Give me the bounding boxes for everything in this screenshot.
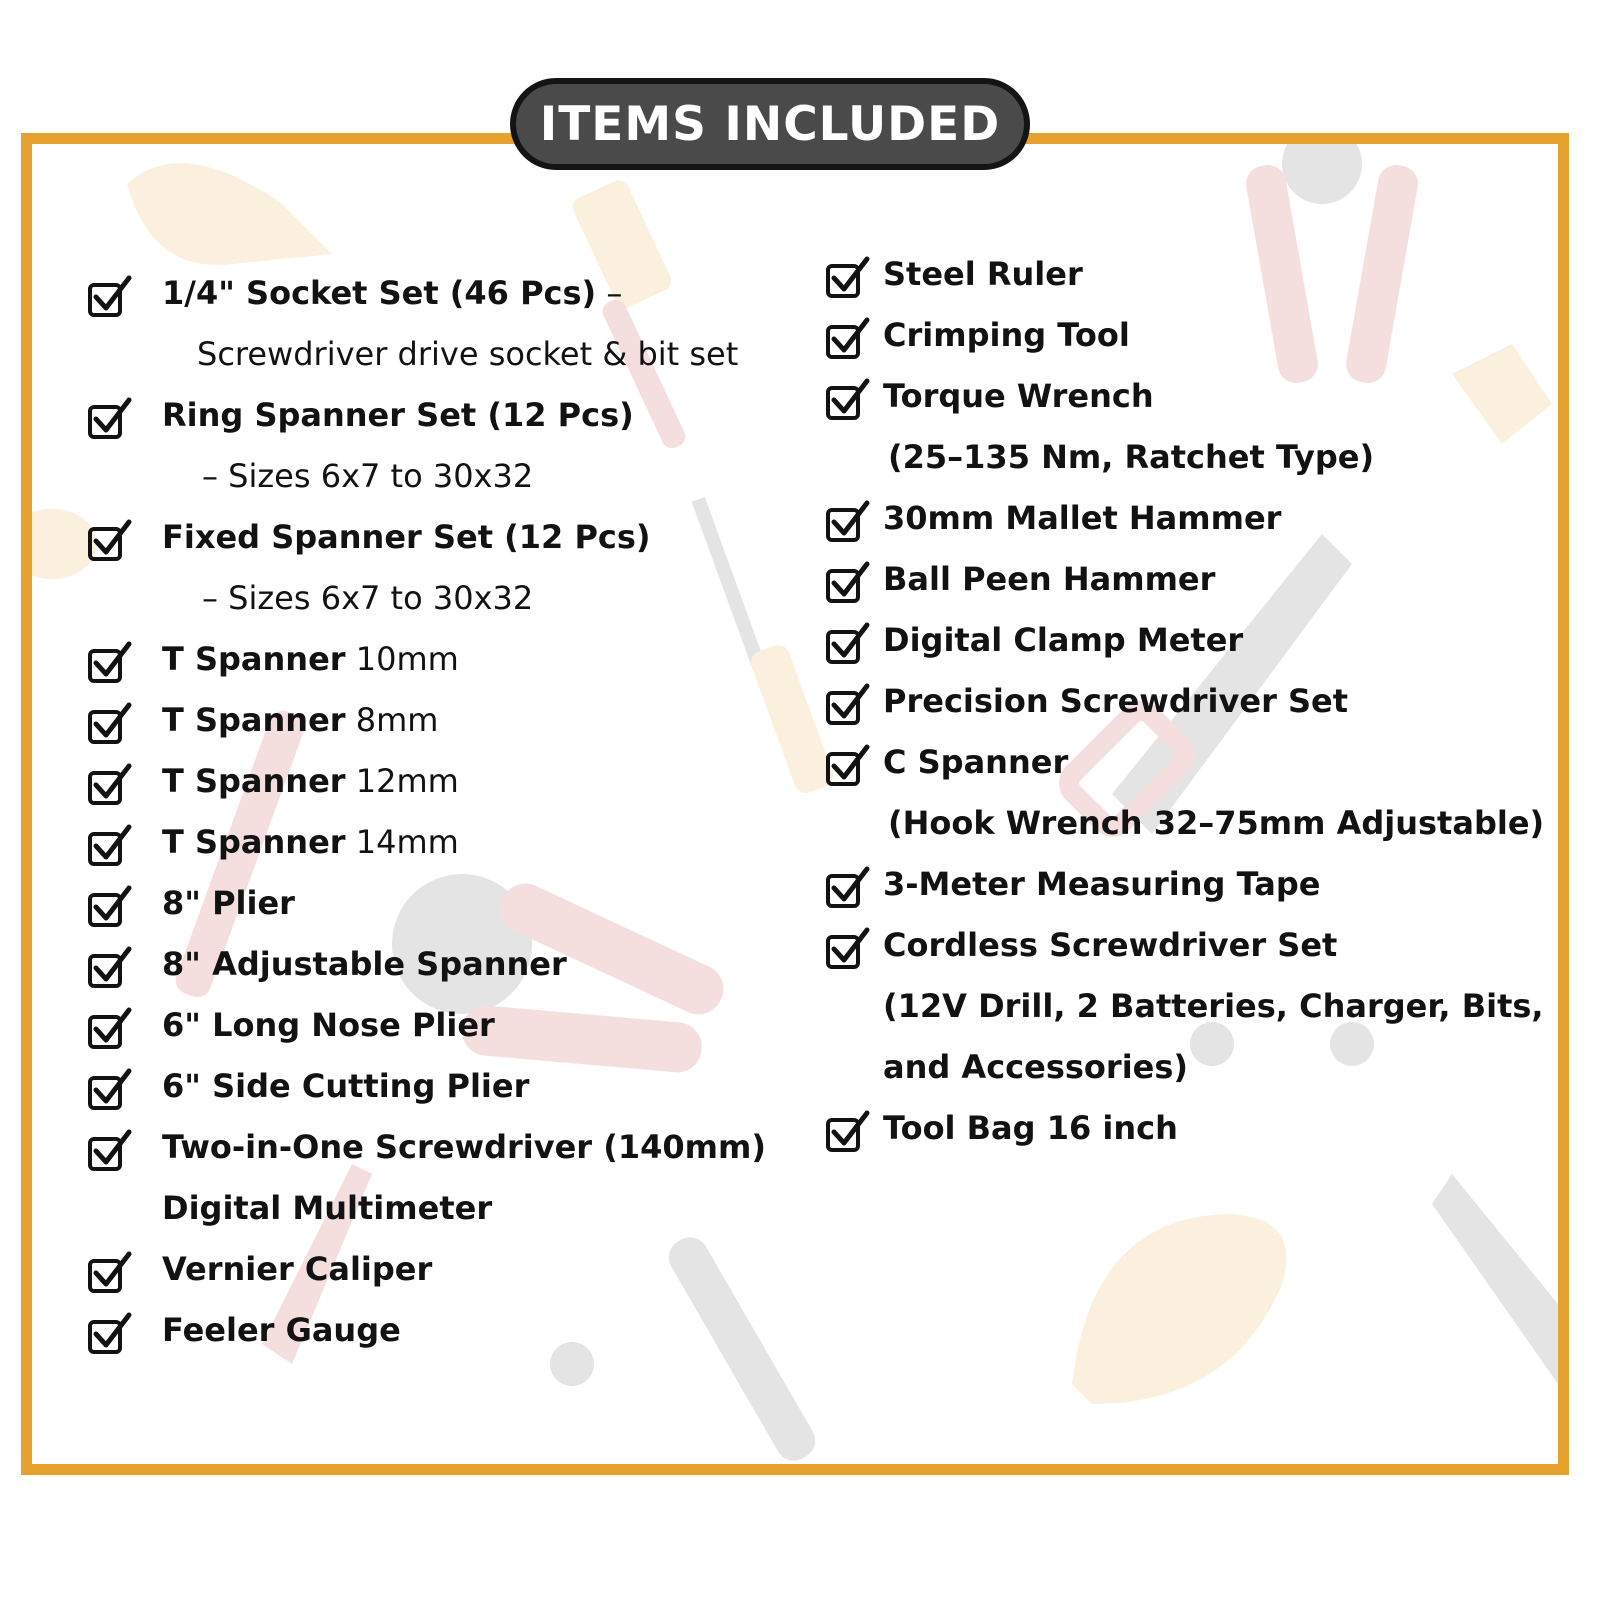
item-name: (12V Drill, 2 Batteries, Charger, Bits, (883, 987, 1544, 1025)
item-text (162, 1247, 432, 1291)
checkbox-icon (87, 824, 133, 868)
checkbox-icon (87, 885, 133, 929)
item-text (883, 1045, 1188, 1089)
checkbox-icon (825, 317, 871, 361)
item-name: Tool Bag 16 inch (883, 1109, 1178, 1147)
item-text (202, 454, 533, 498)
saw-icon-bottom (1432, 1174, 1558, 1384)
item-text (883, 984, 1544, 1028)
wrench-icon-bottom (662, 1231, 822, 1464)
item-name: Vernier Caliper (162, 1250, 433, 1288)
checkbox-icon (825, 500, 871, 544)
item-detail: 12mm (345, 762, 459, 800)
title-badge (510, 78, 1030, 170)
checkbox-icon (87, 1251, 133, 1295)
item-detail: Screwdriver drive socket & bit set (197, 335, 739, 373)
pliers-icon-top (1243, 144, 1421, 386)
item-text (162, 698, 438, 742)
item-name: Precision Screwdriver Set (883, 682, 1349, 720)
checkbox-icon (87, 641, 133, 685)
page-title: ITEMS INCLUDED (539, 96, 1001, 152)
item-name: 30mm Mallet Hammer (883, 499, 1282, 537)
item-name: (Hook Wrench 32–75mm Adjustable) (888, 804, 1545, 842)
item-detail: 8mm (345, 701, 439, 739)
item-name: Ball Peen Hammer (883, 560, 1216, 598)
item-name: Feeler Gauge (162, 1311, 401, 1349)
screwdriver-icon (692, 497, 837, 796)
item-detail: 10mm (345, 640, 459, 678)
item-name: 8" Adjustable Spanner (162, 945, 567, 983)
item-name: Fixed Spanner Set (12 Pcs) (162, 518, 651, 556)
checkbox-icon (825, 561, 871, 605)
item-text (162, 1125, 766, 1169)
item-detail: – (596, 274, 623, 312)
checkbox-icon (87, 519, 133, 563)
item-detail: – Sizes 6x7 to 30x32 (202, 579, 534, 617)
item-name: C Spanner (883, 743, 1069, 781)
item-text (162, 881, 295, 925)
item-text (888, 435, 1374, 479)
wrench-icon-right (1452, 344, 1552, 444)
checkbox-icon (825, 378, 871, 422)
checkbox-icon (825, 1110, 871, 1154)
checkbox-icon (825, 256, 871, 300)
item-name: 6" Side Cutting Plier (162, 1067, 530, 1105)
item-text (883, 374, 1154, 418)
item-text (162, 637, 459, 681)
item-text (162, 1186, 492, 1230)
item-name: T Spanner (162, 640, 346, 678)
checkbox-icon (87, 397, 133, 441)
item-text (883, 862, 1320, 906)
checkbox-icon (87, 702, 133, 746)
item-text (883, 252, 1083, 296)
item-text (883, 740, 1068, 784)
item-name: 6" Long Nose Plier (162, 1006, 495, 1044)
item-text (883, 496, 1281, 540)
item-text (162, 515, 651, 559)
item-text (162, 393, 634, 437)
item-name: Crimping Tool (883, 316, 1130, 354)
item-detail: 14mm (345, 823, 459, 861)
item-detail: – Sizes 6x7 to 30x32 (202, 457, 534, 495)
checkbox-icon (87, 275, 133, 319)
item-name: Two-in-One Screwdriver (140mm) (162, 1128, 766, 1166)
item-name: Torque Wrench (883, 377, 1154, 415)
checkbox-icon (87, 763, 133, 807)
item-text (162, 820, 459, 864)
item-text (162, 942, 567, 986)
item-text (883, 679, 1348, 723)
checkbox-icon (825, 744, 871, 788)
checkbox-icon (87, 1007, 133, 1051)
checkbox-icon (825, 683, 871, 727)
nut-icon (1190, 1022, 1234, 1066)
item-name: and Accessories) (883, 1048, 1189, 1086)
item-text (883, 1106, 1178, 1150)
checkbox-icon (87, 1068, 133, 1112)
checkbox-icon (87, 1129, 133, 1173)
item-name: 3-Meter Measuring Tape (883, 865, 1321, 903)
item-name: 1/4" Socket Set (46 Pcs) (162, 274, 597, 312)
checkbox-icon (825, 866, 871, 910)
item-name: (25–135 Nm, Ratchet Type) (888, 438, 1375, 476)
checkbox-icon (825, 927, 871, 971)
item-name: 8" Plier (162, 884, 295, 922)
helmet-icon-bottom (1072, 1214, 1286, 1404)
item-text (162, 759, 459, 803)
item-text (888, 801, 1544, 845)
hard-hat-icon (127, 163, 332, 265)
item-name: T Spanner (162, 701, 346, 739)
item-text (197, 332, 738, 376)
item-name: Cordless Screwdriver Set (883, 926, 1338, 964)
item-name: Steel Ruler (883, 255, 1083, 293)
item-text (162, 1064, 529, 1108)
item-text (162, 1003, 495, 1047)
item-text (883, 618, 1243, 662)
item-name: Digital Clamp Meter (883, 621, 1244, 659)
item-name: Ring Spanner Set (12 Pcs) (162, 396, 634, 434)
item-name: Digital Multimeter (162, 1189, 493, 1227)
nut-icon (1330, 1022, 1374, 1066)
checkbox-icon (87, 946, 133, 990)
item-text (883, 557, 1215, 601)
checkbox-icon (87, 1312, 133, 1356)
item-name: T Spanner (162, 762, 346, 800)
item-text (162, 1308, 401, 1352)
item-name: T Spanner (162, 823, 346, 861)
item-text (162, 271, 622, 315)
item-text (883, 313, 1130, 357)
item-text (883, 923, 1337, 967)
nut-icon (550, 1342, 594, 1386)
item-text (202, 576, 533, 620)
checkbox-icon (825, 622, 871, 666)
